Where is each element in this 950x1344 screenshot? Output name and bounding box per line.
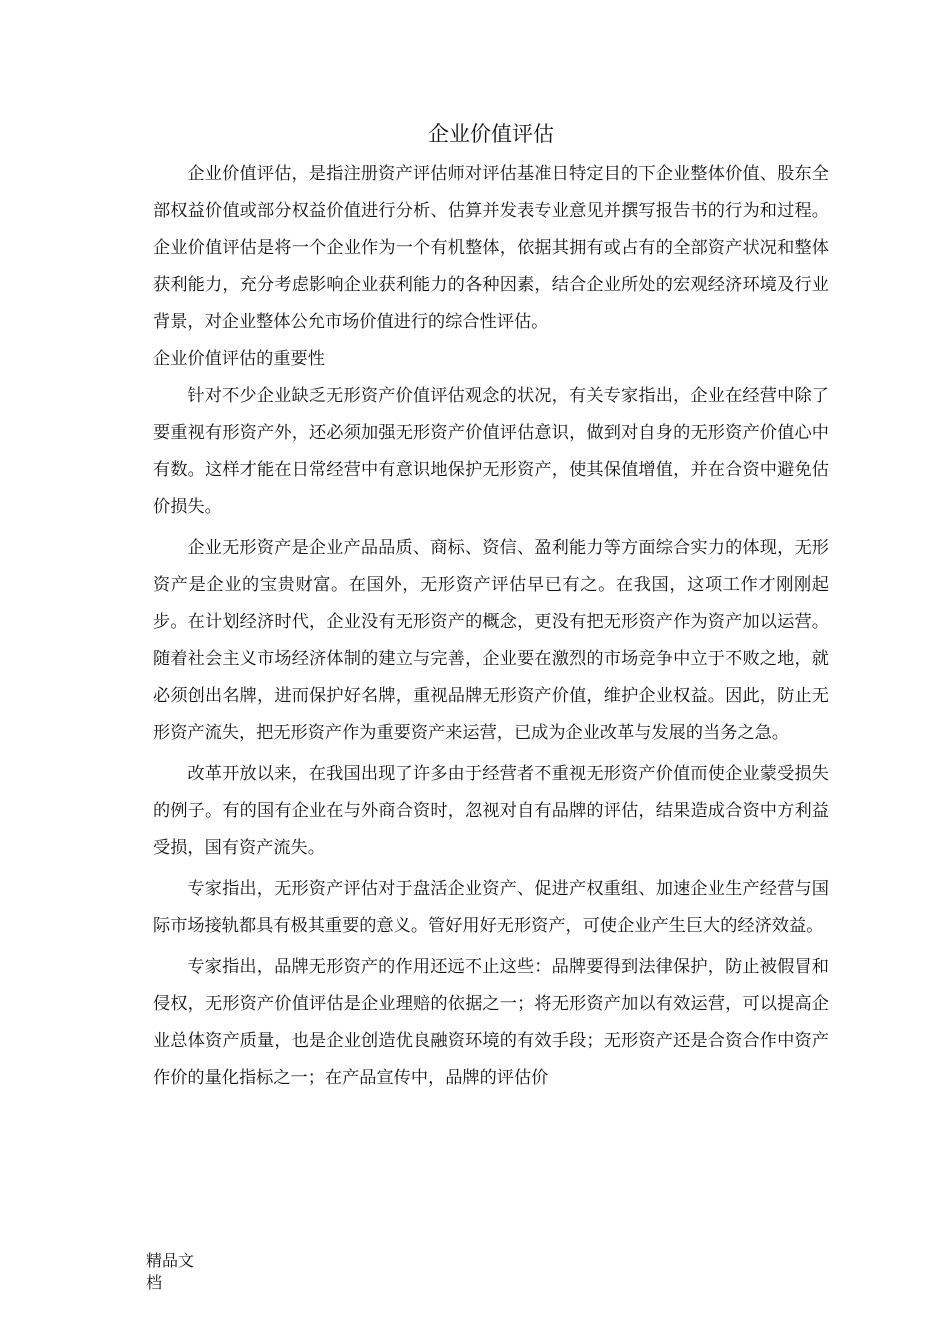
body-paragraph-2: 企业无形资产是企业产品品质、商标、资信、盈利能力等方面综合实力的体现，无形资产是企业的宝贵财富。在国外，无形资产评估早已有之。在我国，这项工作才刚刚起步。在计划经济时代，企业没有无形资产的概念，更没有把无形资产作为资产加以运营。随着社会主义市场经济体制的建立与完善，企业要在激烈的市场竞争中立于不败之地，就必须创出名牌，进而保护好名牌，重视品牌无形资产价值，维护企业权益。因此，防止无形资产流失，把无形资产作为重要资产来运营，已成为企业改革与发展的当务之急。	[153, 538, 829, 743]
document-body	[153, 156, 829, 1097]
body-paragraph-1: 针对不少企业缺乏无形资产价值评估观念的状况，有关专家指出，企业在经营中除了要重视有形资产外，还必须加强无形资产价值评估意识，做到对自身的无形资产价值心中有数。这样才能在日常经营中有意识地保护无形资产，使其保值增值，并在合资中避免估价损失。	[153, 386, 829, 517]
body-paragraph-3: 改革开放以来，在我国出现了许多由于经营者不重视无形资产价值而使企业蒙受损失的例子。有的国有企业在与外商合资时，忽视对自有品牌的评估，结果造成合资中方利益受损，国有资产流失。	[153, 764, 829, 858]
document-title: 企业价值评估	[428, 122, 554, 146]
intro-paragraph: 企业价值评估，是指注册资产评估师对评估基准日特定目的下企业整体价值、股东全部权益价值或部分权益价值进行分析、估算并发表专业意见并撰写报告书的行为和过程。企业价值评估是将一个企业作为一个有机整体，依据其拥有或占有的全部资产状况和整体获利能力，充分考虑影响企业获利能力的各种因素，结合企业所处的宏观经济环境及行业背景，对企业整体公允市场价值进行的综合性评估。	[153, 164, 829, 332]
footer-watermark: 精品文档	[146, 1251, 195, 1292]
section-heading: 企业价值评估的重要性	[153, 349, 325, 369]
body-paragraph-4: 专家指出，无形资产评估对于盘活企业资产、促进产权重组、加速企业生产经营与国际市场接轨都具有极其重要的意义。管好用好无形资产，可使企业产生巨大的经济效益。	[153, 879, 829, 936]
body-paragraph-5: 专家指出，品牌无形资产的作用还远不止这些：品牌要得到法律保护，防止被假冒和侵权，无形资产价值评估是企业理赔的依据之一；将无形资产加以有效运营，可以提高企业总体资产质量，也是企业创造优良融资环境的有效手段；无形资产还是合资合作中资产作价的量化指标之一；在产品宣传中，品牌的评估价	[153, 957, 829, 1088]
